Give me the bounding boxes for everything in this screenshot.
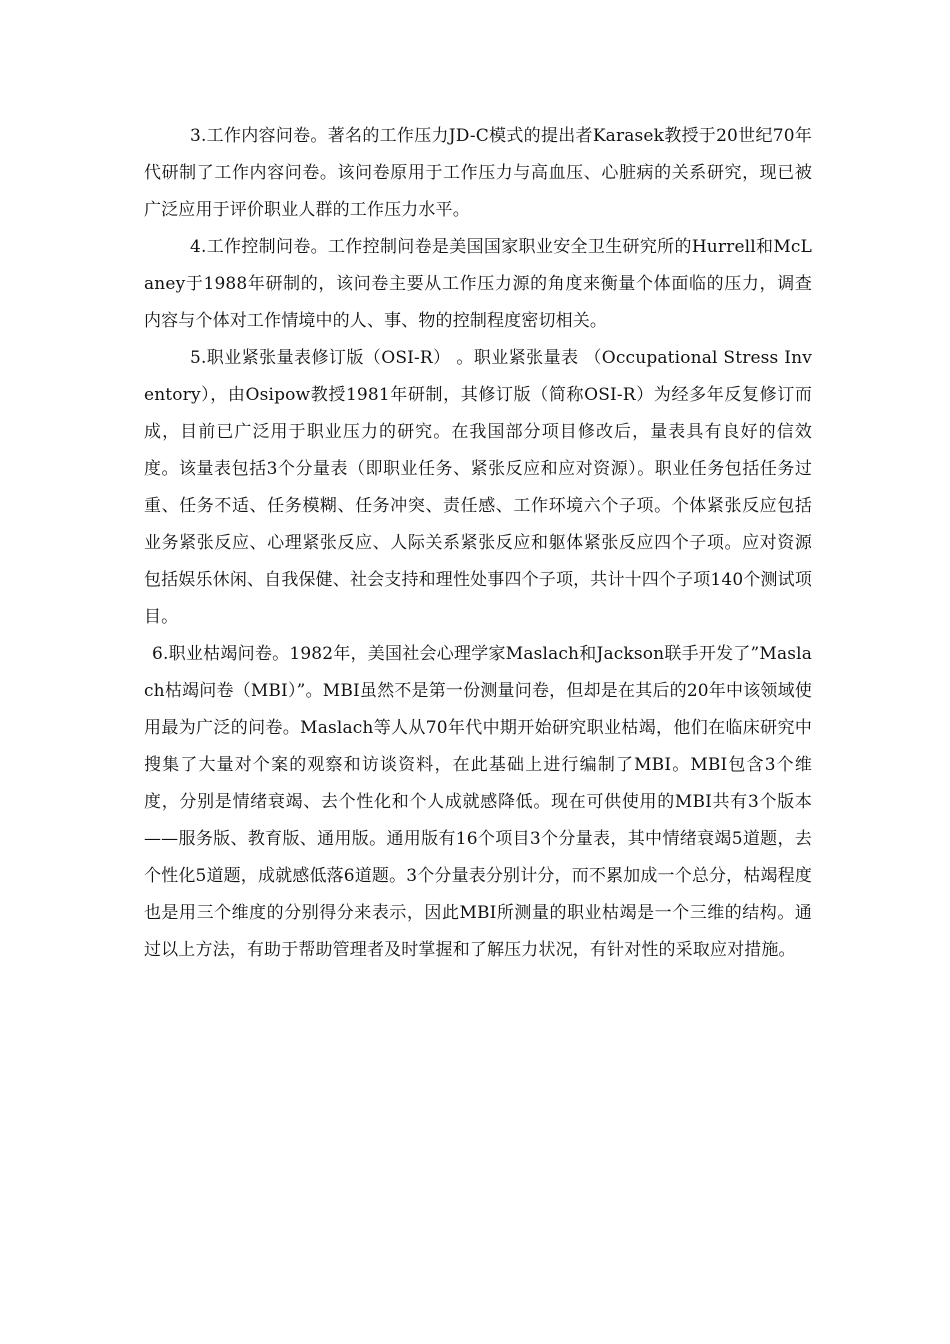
paragraph-burnout-inventory: 6.职业枯竭问卷。1982年，美国社会心理学家Maslach和Jackson联手开发了”Maslach枯竭问卷（MBI）”。MBI虽然不是第一份测量问卷，但却是在其后的20年中该领域使用最为广泛的问卷。Maslach等人从70年代中期开始研究职业枯竭，他们在临床研究中搜集了大量对个案的观察和访谈资料，在此基础上进行编制了MBI。MBI包含3个维度，分别是情绪衰竭、去个性化和个人成就感降低。现在可供使用的MBI共有3个版本——服务版、教育版、通用版。通用版有16个项目3个分量表，其中情绪衰竭5道题，去个性化5道题，成就感低落6道题。3个分量表分别计分，而不累加成一个总分，枯竭程度也是用三个维度的分别得分来表示，因此MBI所测量的职业枯竭是一个三维的结构。通过以上方法，有助于帮助管理者及时掌握和了解压力状况，有针对性的采取应对措施。 — [144, 644, 812, 960]
paragraph-job-control-questionnaire: 4.工作控制问卷。工作控制问卷是美国国家职业安全卫生研究所的Hurrell和McLaney于1988年研制的，该问卷主要从工作压力源的角度来衡量个体面临的压力，调查内容与个体对工作情境中的人、事、物的控制程度密切相关。 — [144, 237, 812, 331]
paragraph-occupational-stress-inventory: 5.职业紧张量表修订版（OSI-R） 。职业紧张量表 （Occupational Stress Inventory），由Osipow教授1981年研制，其修订版（简称OSI-R）为经多年反复修订而成，目前已广泛用于职业压力的研究。在我国部分项目修改后，量表具有良好的信效度。该量表包括3个分量表（即职业任务、紧张反应和应对资源）。职业任务包括任务过重、任务不适、任务模糊、任务冲突、责任感、工作环境六个子项。个体紧张反应包括业务紧张反应、心理紧张反应、人际关系紧张反应和躯体紧张反应四个子项。应对资源包括娱乐休闲、自我保健、社会支持和理性处事四个子项，共计十四个子项140个测试项目。 — [144, 348, 812, 627]
paragraph-job-content-questionnaire: 3.工作内容问卷。著名的工作压力JD-C模式的提出者Karasek教授于20世纪70年代研制了工作内容问卷。该问卷原用于工作压力与高血压、心脏病的关系研究，现已被广泛应用于评价职业人群的工作压力水平。 — [144, 126, 812, 220]
document-page — [144, 118, 812, 969]
